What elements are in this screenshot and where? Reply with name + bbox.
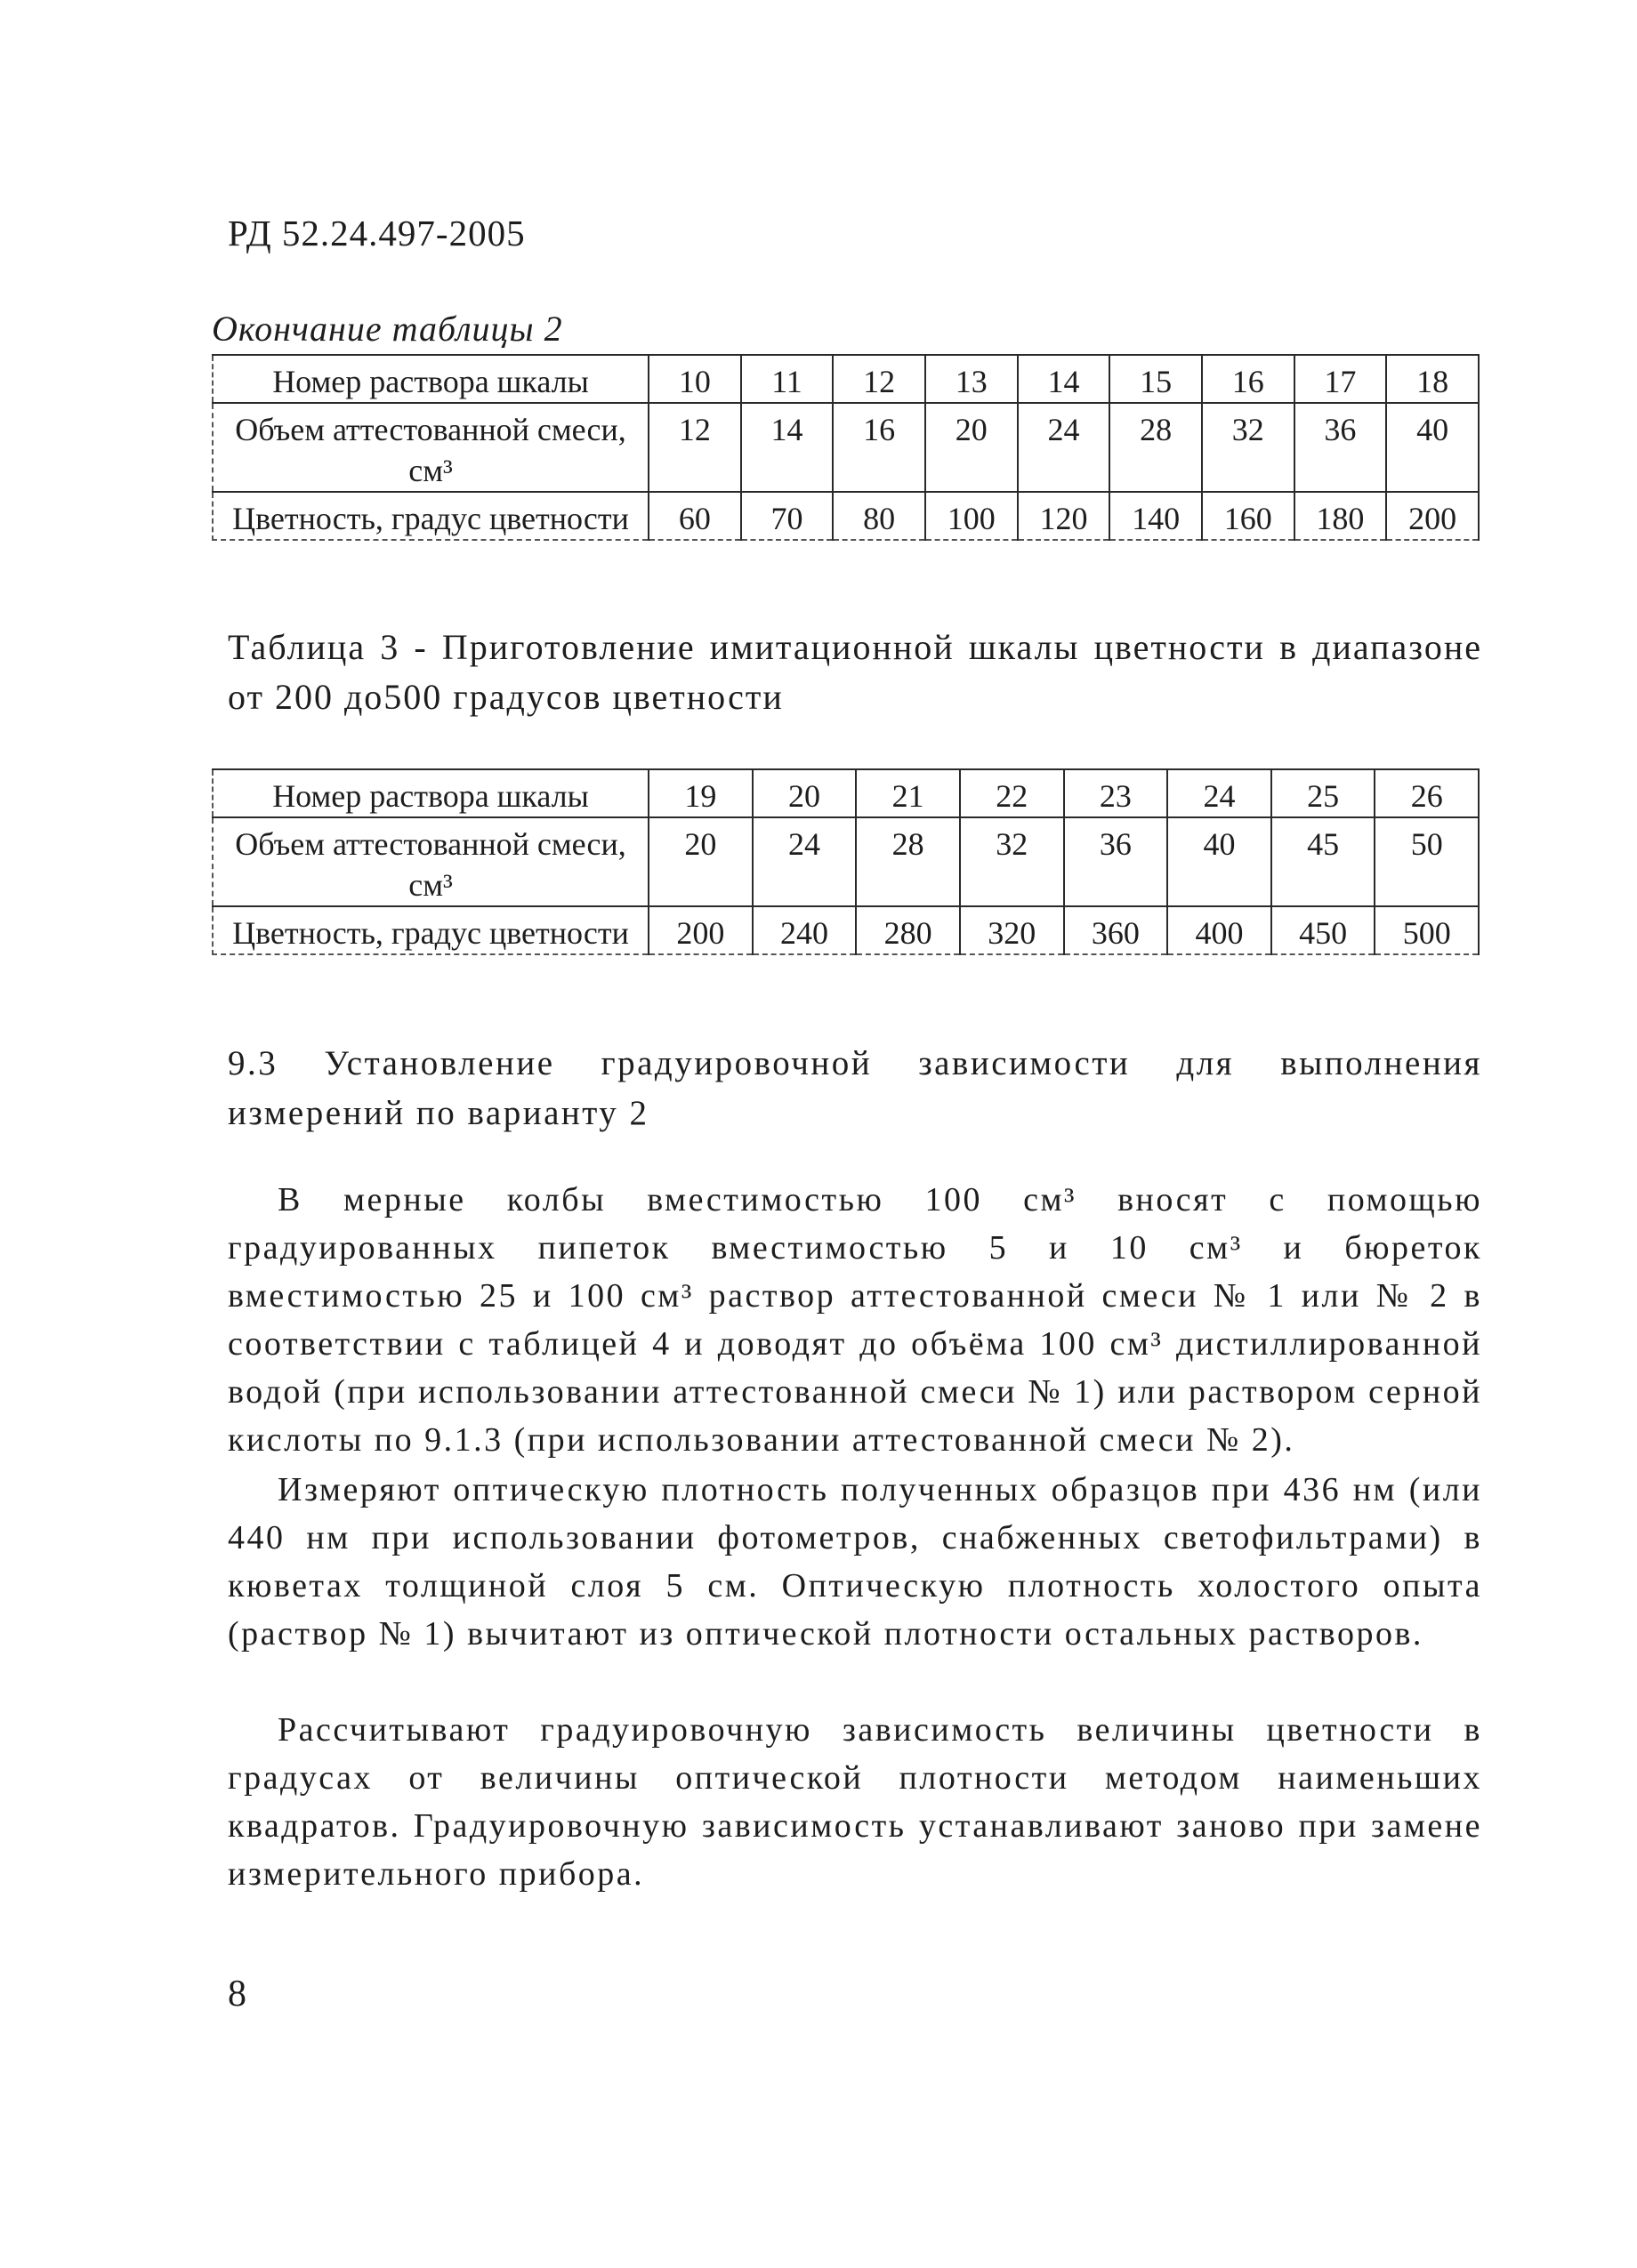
table-cell: 12 xyxy=(833,355,925,403)
table-cell: 200 xyxy=(649,906,753,954)
table-cell: 19 xyxy=(649,769,753,817)
table-cell: 21 xyxy=(856,769,960,817)
table-row xyxy=(213,769,1479,817)
table-cell: 45 xyxy=(1271,817,1375,906)
table-cell: 17 xyxy=(1294,355,1387,403)
table-cell: 14 xyxy=(1018,355,1110,403)
table-cell: 40 xyxy=(1386,403,1479,492)
table-cell: 24 xyxy=(1018,403,1110,492)
table-cell: 12 xyxy=(649,403,741,492)
table-cell: 28 xyxy=(856,817,960,906)
table-cell: 450 xyxy=(1271,906,1375,954)
table-cell: 80 xyxy=(833,492,925,540)
paragraph: В мерные колбы вместимостью 100 см³ вносят с помощью градуированных пипеток вместимостью 5 и 10 см³ и бюреток вместимостью 25 и 100 см³ раствор аттестованной смеси № 1 или № 2 в соответствии с таблицей 4 и доводят до объёма 100 см³ дистиллированной водой (при использовании аттестованной смеси № 1) или раствором серной кислоты по 9.1.3 (при использовании аттестованной смеси № 2). xyxy=(228,1181,1482,1459)
table-cell: 28 xyxy=(1109,403,1202,492)
table-cell: 13 xyxy=(925,355,1018,403)
table-cell: 20 xyxy=(925,403,1018,492)
table-cell: 160 xyxy=(1202,492,1294,540)
document-code: РД 52.24.497-2005 xyxy=(228,213,526,253)
table-cell: 20 xyxy=(753,769,857,817)
table-2-continuation-title: Окончание таблицы 2 xyxy=(212,309,563,349)
table-cell: 70 xyxy=(741,492,834,540)
table-cell: 14 xyxy=(741,403,834,492)
table-cell: 16 xyxy=(1202,355,1294,403)
table-cell: 180 xyxy=(1294,492,1387,540)
table-cell: 24 xyxy=(1167,769,1271,817)
page-number: 8 xyxy=(228,1974,246,2015)
row-label: Номер раствора шкалы xyxy=(213,769,649,817)
table-cell: 140 xyxy=(1109,492,1202,540)
table-row xyxy=(213,817,1479,906)
table-cell: 280 xyxy=(856,906,960,954)
table-cell: 32 xyxy=(960,817,1064,906)
row-label: Объем аттестованной смеси, см³ xyxy=(213,403,649,492)
section-heading: 9.3 Установление градуировочной зависимости для выполнения измерений по варианту 2 xyxy=(228,1044,1482,1132)
table-cell: 18 xyxy=(1386,355,1479,403)
table-row xyxy=(213,403,1479,492)
table-3 xyxy=(212,768,1480,955)
table-cell: 20 xyxy=(649,817,753,906)
table-3-caption: Таблица 3 - Приготовление имитационной шкалы цветности в диапазоне от 200 до500 градусов цветности xyxy=(228,627,1482,717)
paragraph: Измеряют оптическую плотность полученных образцов при 436 нм (или 440 нм при использовании фотометров, снабженных светофильтрами) в кюветах толщиной слоя 5 см. Оптическую плотность холостого опыта (раствор № 1) вычитают из оптической плотности остальных растворов. xyxy=(228,1471,1482,1653)
table-cell: 22 xyxy=(960,769,1064,817)
table-cell: 26 xyxy=(1375,769,1479,817)
table-row xyxy=(213,492,1479,540)
table-row xyxy=(213,906,1479,954)
row-label: Номер раствора шкалы xyxy=(213,355,649,403)
table-cell: 400 xyxy=(1167,906,1271,954)
row-label: Цветность, градус цветности xyxy=(213,906,649,954)
table-cell: 32 xyxy=(1202,403,1294,492)
table-cell: 36 xyxy=(1294,403,1387,492)
table-cell: 10 xyxy=(649,355,741,403)
table-cell: 120 xyxy=(1018,492,1110,540)
table-cell: 50 xyxy=(1375,817,1479,906)
table-cell: 36 xyxy=(1064,817,1168,906)
table-cell: 11 xyxy=(741,355,834,403)
table-cell: 16 xyxy=(833,403,925,492)
table-cell: 500 xyxy=(1375,906,1479,954)
table-cell: 40 xyxy=(1167,817,1271,906)
table-cell: 23 xyxy=(1064,769,1168,817)
table-cell: 360 xyxy=(1064,906,1168,954)
table-cell: 25 xyxy=(1271,769,1375,817)
row-label: Объем аттестованной смеси, см³ xyxy=(213,817,649,906)
table-cell: 60 xyxy=(649,492,741,540)
table-cell: 200 xyxy=(1386,492,1479,540)
table-row xyxy=(213,355,1479,403)
table-cell: 100 xyxy=(925,492,1018,540)
row-label: Цветность, градус цветности xyxy=(213,492,649,540)
table-cell: 240 xyxy=(753,906,857,954)
table-cell: 15 xyxy=(1109,355,1202,403)
table-2-continuation xyxy=(212,354,1480,541)
paragraph: Рассчитывают градуировочную зависимость величины цветности в градусах от величины оптической плотности методом наименьших квадратов. Градуировочную зависимость устанавливают заново при замене измерительного прибора. xyxy=(228,1711,1482,1893)
table-cell: 24 xyxy=(753,817,857,906)
table-cell: 320 xyxy=(960,906,1064,954)
